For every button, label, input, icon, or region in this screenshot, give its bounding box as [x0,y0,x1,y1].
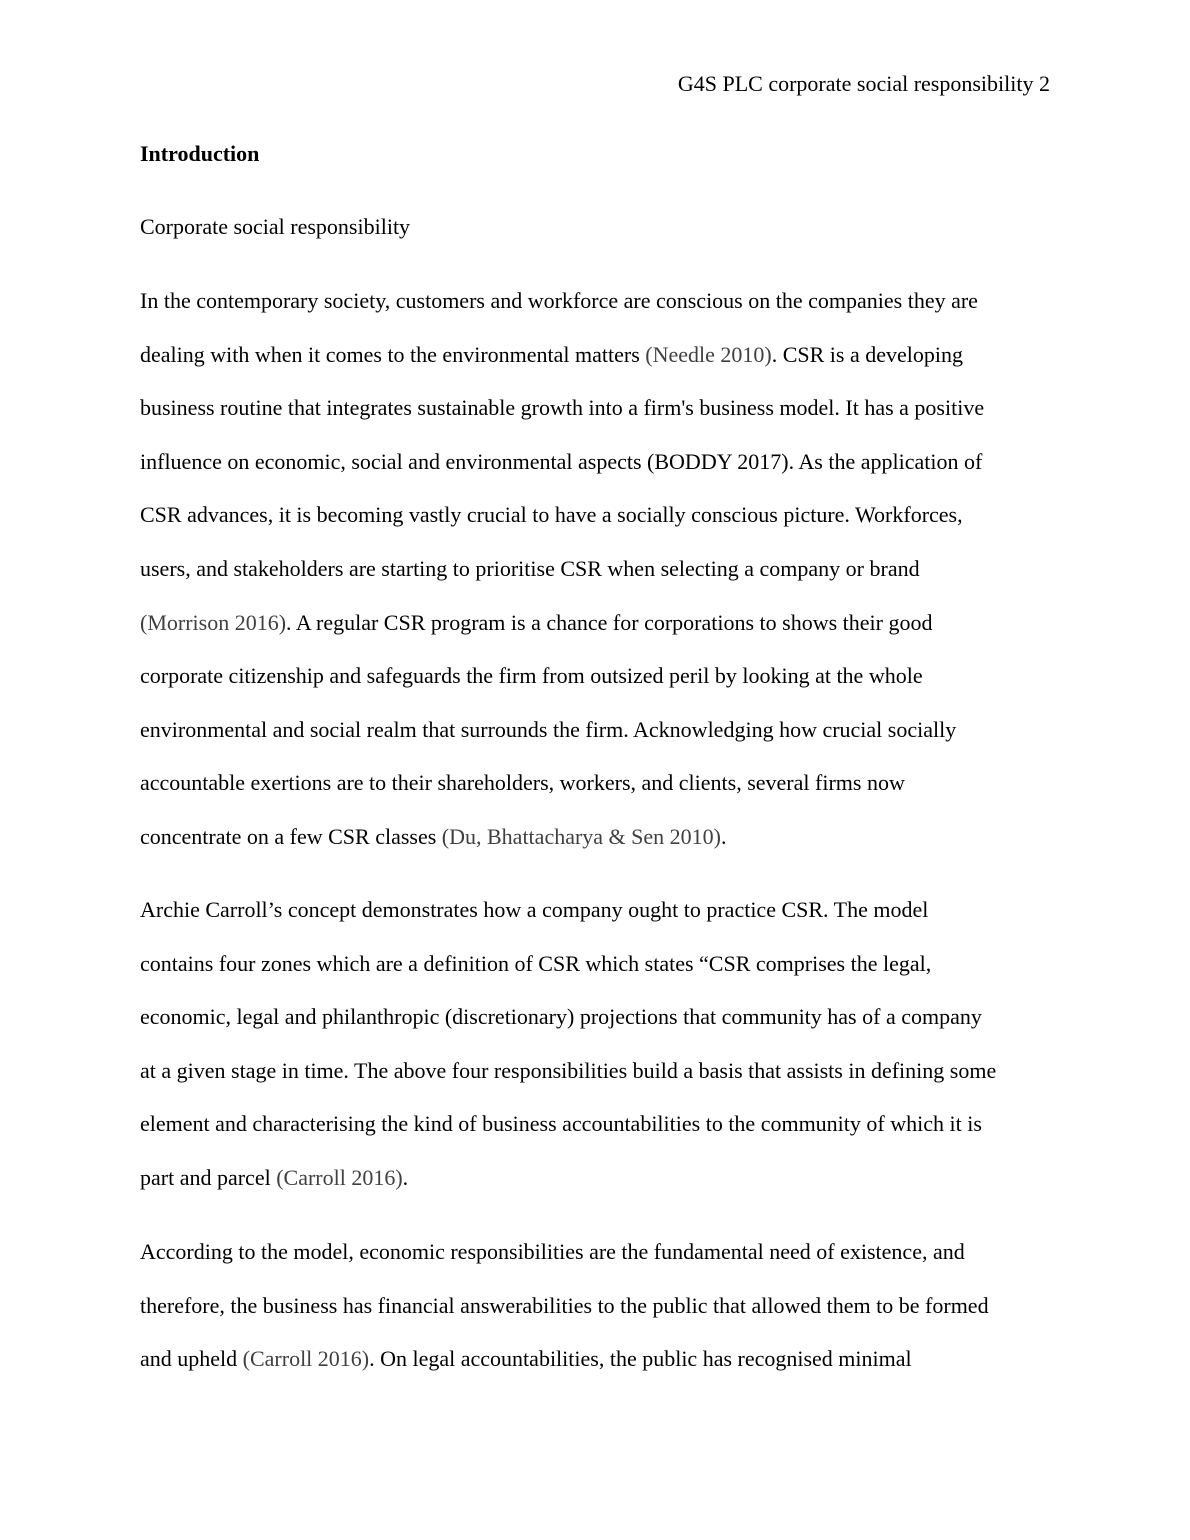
text-run: influence on economic, social and environmental aspects (BODDY 2017). As the application of [140,448,983,474]
citation: (Carroll 2016) [276,1165,403,1190]
paragraph-2-line [140,1164,408,1192]
text-run: therefore, the business has financial answerabilities to the public that allowed them to be formed [140,1292,989,1318]
citation: (Morrison 2016) [140,609,287,635]
paragraph-3-line [140,1238,965,1266]
text-run: environmental and social realm that surrounds the firm. Acknowledging how crucial socially [140,716,957,742]
paragraph-1-line [140,823,727,851]
text-run: Archie Carroll’s concept demonstrates how a company ought to practice CSR. The model [140,897,929,922]
text-run: and upheld [140,1346,243,1372]
paragraph-2-line [140,950,931,978]
paragraph-2-line [140,896,928,924]
text-run: concentrate on a few CSR classes [140,824,442,849]
citation: (Carroll 2016) [242,1346,370,1372]
paragraph-1-line [140,555,920,583]
paragraph-2-line [140,1110,982,1138]
paragraph-1-line [140,287,978,315]
text-run: . [721,824,727,849]
text-run: CSR advances, it is becoming vastly crucial to have a socially conscious picture. Workforces, [140,502,963,528]
text-run: contains four zones which are a definition of CSR which states “CSR comprises the legal, [140,950,932,976]
text-run: accountable exertions are to their shareholders, workers, and clients, several firms now [140,770,905,796]
running-header: G4S PLC corporate social responsibility 2 [677,71,1050,96]
text-run: According to the model, economic responsibilities are the fundamental need of existence, and [140,1239,965,1264]
text-run: corporate citizenship and safeguards the firm from outsized peril by looking at the whole [140,663,923,689]
paragraph-1-line [140,769,905,797]
paragraph-1-line [140,448,982,476]
paragraph-1-line [140,609,932,637]
text-run: . On legal accountabilities, the public has recognised minimal [369,1346,912,1372]
text-run: . [402,1165,409,1190]
text-run: economic, legal and philanthropic (discretionary) projections that community has of a company [140,1004,982,1030]
paragraph-1-line [140,662,923,690]
text-run: . CSR is a developing [771,341,963,367]
citation: (Needle 2010) [645,341,772,367]
text-run: part and parcel [140,1165,277,1190]
text-run: element and characterising the kind of business accountabilities to the community of which it is [140,1111,982,1137]
paragraph-2-line [140,1057,996,1085]
text-run: users, and stakeholders are starting to prioritise CSR when selecting a company or brand [140,556,920,581]
text-run: In the contemporary society, customers and workforce are conscious on the companies they are [140,288,978,313]
paragraph-1-line [140,341,963,369]
paragraph-1-line [140,716,956,744]
text-run: business routine that integrates sustainable growth into a firm's business model. It has a positive [140,395,985,421]
citation: (Du, Bhattacharya & Sen 2010) [441,824,721,849]
section-heading: Introduction [140,141,260,166]
paragraph-3-line [140,1345,912,1373]
text-run: at a given stage in time. The above four responsibilities build a basis that assists in defining some [140,1057,997,1083]
text-run: dealing with when it comes to the environmental matters [140,341,646,367]
text-run: . A regular CSR program is a chance for corporations to shows their good [286,609,933,635]
paragraph-1-line [140,394,984,422]
section-subheading: Corporate social responsibility [140,214,411,239]
paragraph-3-line [140,1292,989,1320]
paragraph-1-line [140,501,963,529]
paragraph-2-line [140,1003,982,1031]
